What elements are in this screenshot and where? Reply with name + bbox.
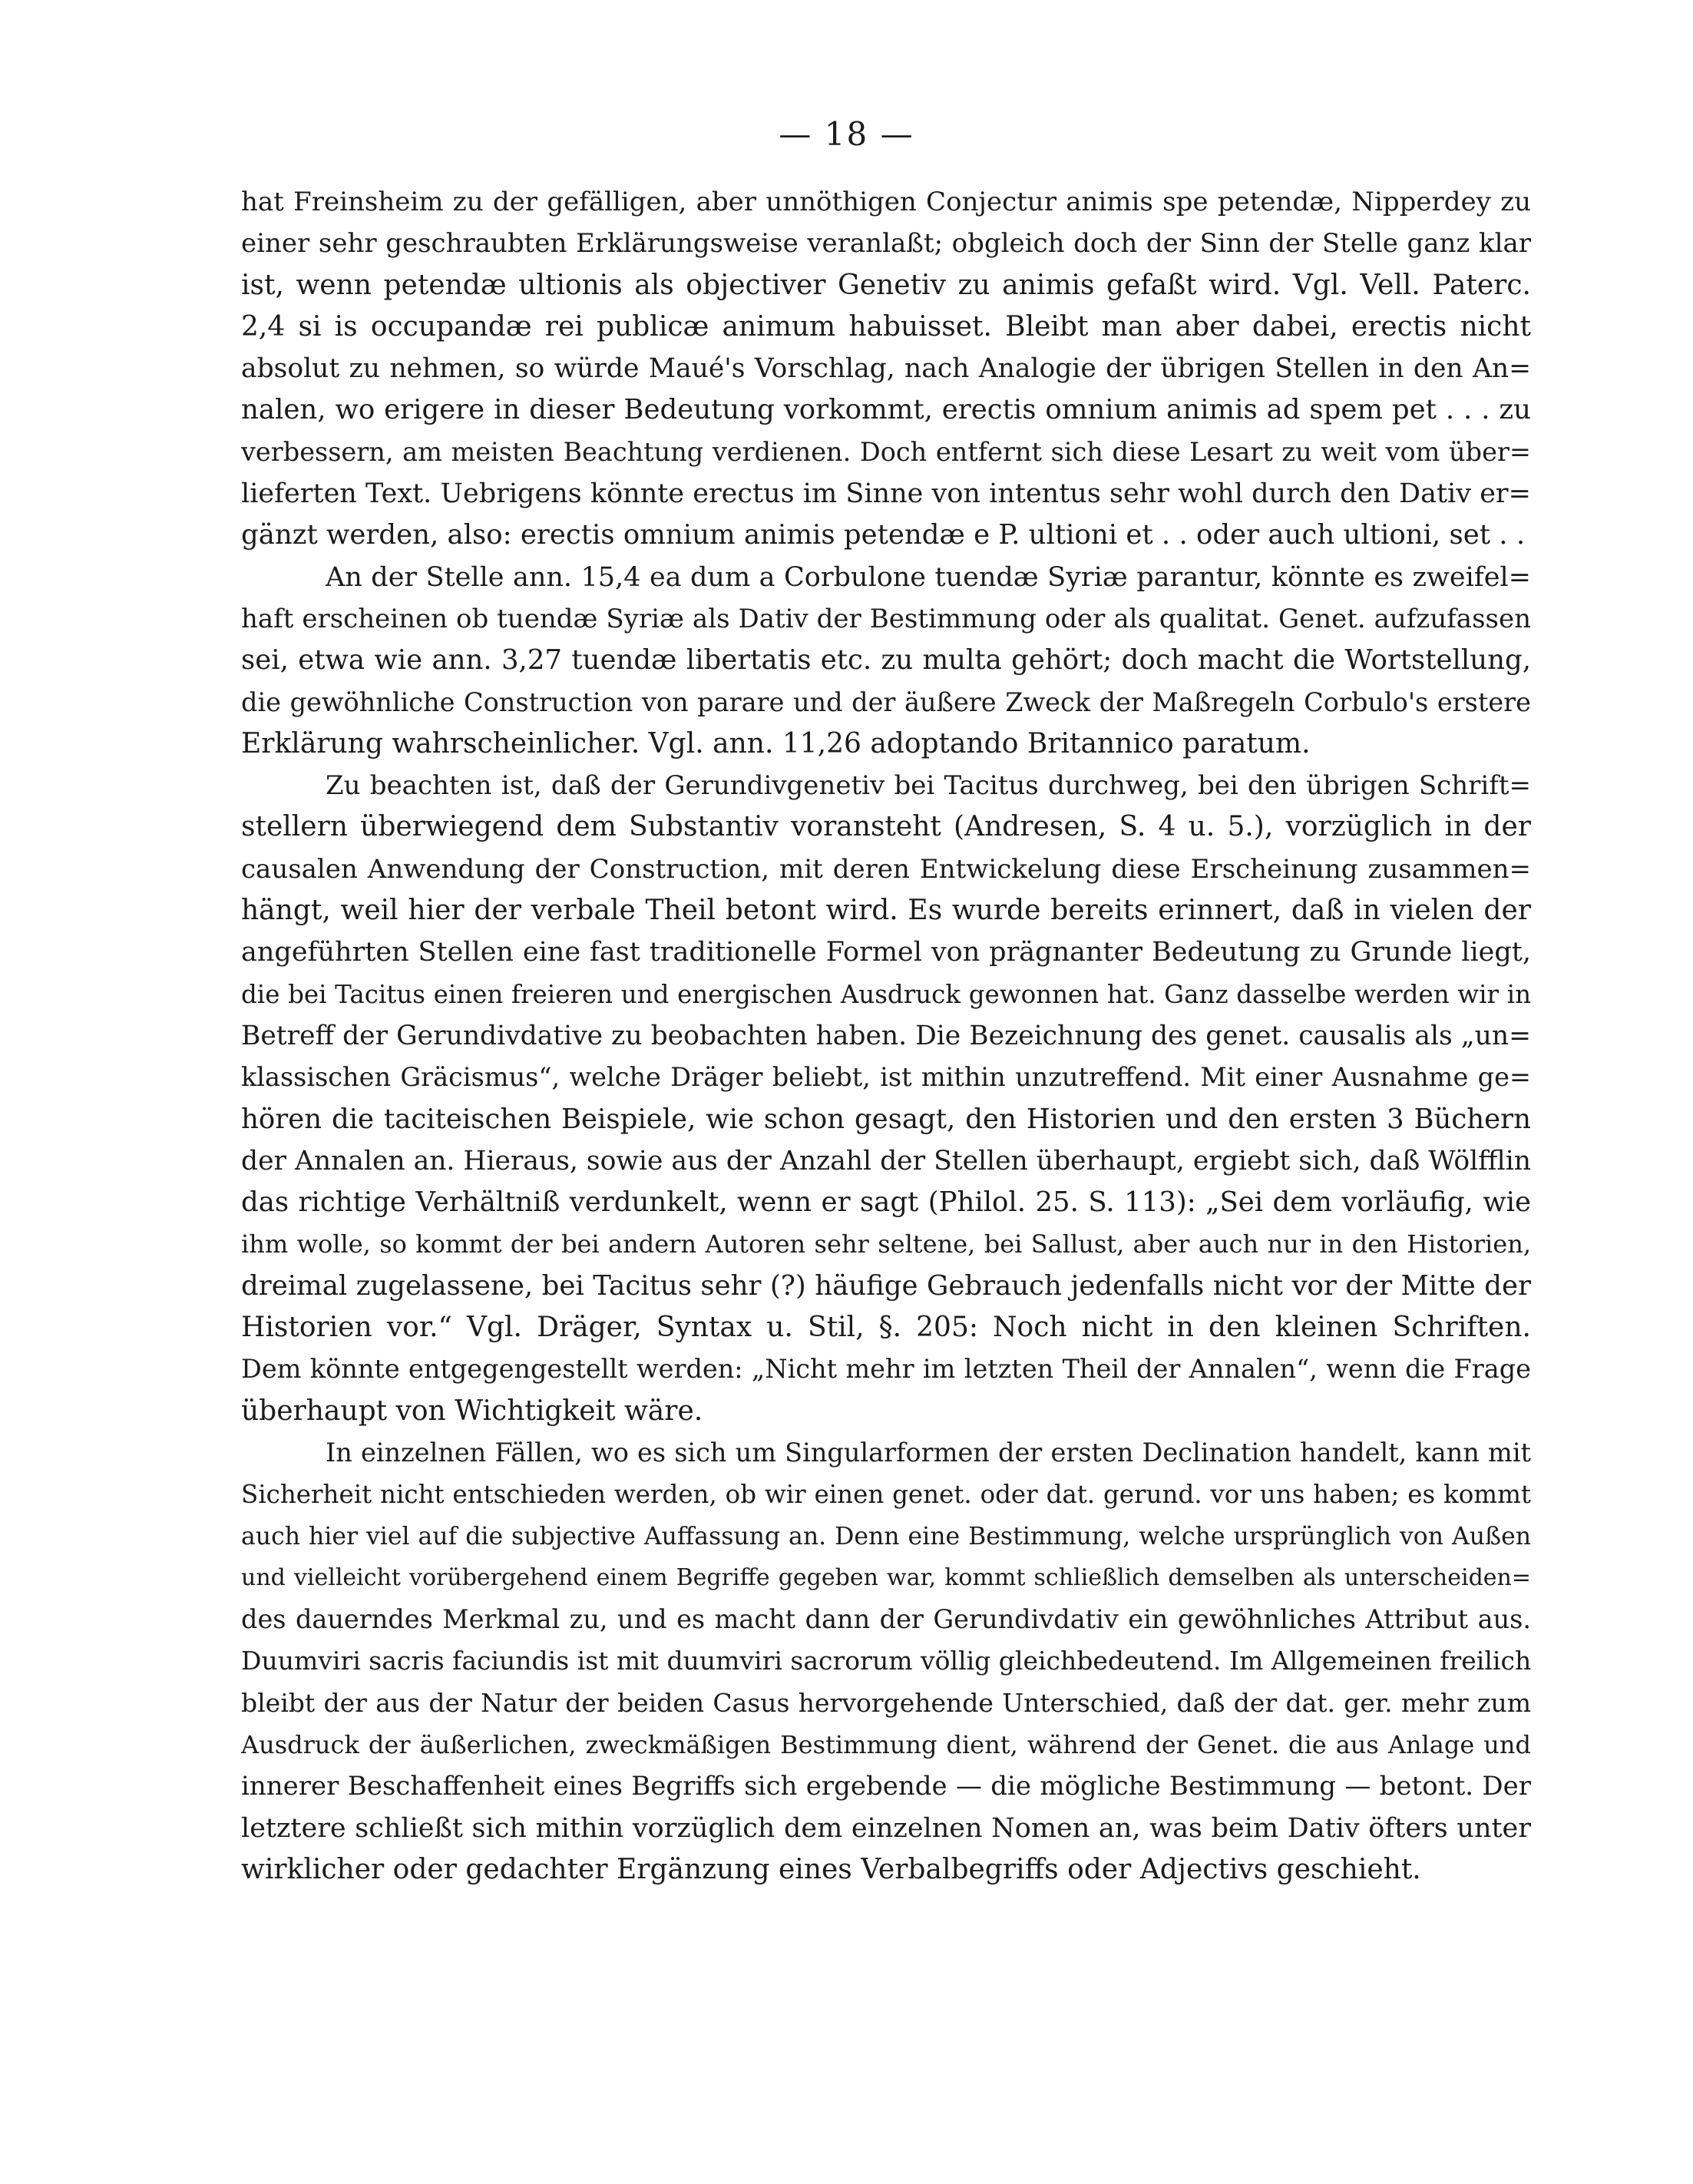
- text-line: angeführten Stellen eine fast traditionelle Formel von prägnanter Bedeutung zu Grunde liegt,: [241, 937, 1531, 968]
- text-line: ihm wolle, so kommt der bei andern Autoren sehr seltene, bei Sallust, aber auch nur in den Historien,: [241, 1229, 1531, 1259]
- page-number: — 18 —: [779, 115, 914, 153]
- text-line: Erklärung wahrscheinlicher. Vgl. ann. 11,26 adoptando Britannico paratum.: [241, 727, 1311, 759]
- text-line: innerer Beschaffenheit eines Begriffs sich ergebende — die mögliche Bestimmung — betont. Der: [241, 1771, 1531, 1802]
- text-line: hören die taciteischen Beispiele, wie schon gesagt, den Historien und den ersten 3 Büchern: [241, 1103, 1531, 1135]
- text-line: Betreff der Gerundivdative zu beobachten haben. Die Bezeichnung des genet. causalis als „un=: [241, 1020, 1531, 1051]
- text-line: überhaupt von Wichtigkeit wäre.: [241, 1395, 703, 1427]
- body-text: [241, 181, 1531, 1891]
- text-line: klassischen Gräcismus“, welche Dräger beliebt, ist mithin unzutreffend. Mit einer Ausnahme ge=: [241, 1062, 1531, 1093]
- text-line: die gewöhnliche Construction von parare und der äußere Zweck der Maßregeln Corbulo's erstere: [241, 687, 1531, 717]
- text-line: wirklicher oder gedachter Ergänzung eines Verbalbegriffs oder Adjectivs geschieht.: [241, 1853, 1421, 1885]
- text-line: causalen Anwendung der Construction, mit deren Entwickelung diese Erscheinung zusammen=: [241, 853, 1531, 885]
- text-line: des dauerndes Merkmal zu, und es macht dann der Gerundivdativ ein gewöhnliches Attribut aus.: [241, 1604, 1531, 1635]
- text-line: das richtige Verhältniß verdunkelt, wenn er sagt (Philol. 25. S. 113): „Sei dem vorläufig, wie: [241, 1186, 1531, 1219]
- text-line: Duumviri sacris faciundis ist mit duumviri sacrorum völlig gleichbedeutend. Im Allgemeinen freilich: [241, 1646, 1531, 1676]
- text-line: letztere schließt sich mithin vorzüglich dem einzelnen Nomen an, was beim Dativ öfters unter: [241, 1812, 1531, 1844]
- text-line: absolut zu nehmen, so würde Maué's Vorschlag, nach Analogie der übrigen Stellen in den An=: [241, 353, 1531, 385]
- text-line: einer sehr geschraubten Erklärungsweise veranlaßt; obgleich doch der Sinn der Stelle ganz klar: [241, 228, 1531, 260]
- text-line: hängt, weil hier der verbale Theil betont wird. Es wurde bereits erinnert, daß in vielen der: [241, 895, 1531, 927]
- text-line: bleibt der aus der Natur der beiden Casus hervorgehende Unterschied, daß der dat. ger. mehr zum: [241, 1687, 1531, 1718]
- text-line: haft erscheinen ob tuendæ Syriæ als Dativ der Bestimmung oder als qualitat. Genet. aufzufassen: [241, 603, 1531, 634]
- text-line: Dem könnte entgegengestellt werden: „Nicht mehr im letzten Theil der Annalen“, wenn die Frage: [241, 1354, 1531, 1385]
- text-line: Sicherheit nicht entschieden werden, ob wir einen genet. oder dat. gerund. vor uns haben; es kommt: [241, 1480, 1531, 1510]
- text-line: stellern überwiegend dem Substantiv voransteht (Andresen, S. 4 u. 5.), vorzüglich in der: [241, 811, 1531, 843]
- text-line: lieferten Text. Uebrigens könnte erectus im Sinne von intentus sehr wohl durch den Dativ er=: [241, 478, 1531, 510]
- text-line: Zu beachten ist, daß der Gerundivgenetiv bei Tacitus durchweg, bei den übrigen Schrift=: [326, 770, 1531, 802]
- text-line: verbessern, am meisten Beachtung verdienen. Doch entfernt sich diese Lesart zu weit vom über=: [241, 436, 1531, 467]
- text-line: An der Stelle ann. 15,4 ea dum a Corbulone tuendæ Syriæ parantur, könnte es zweifel=: [326, 561, 1531, 593]
- text-line: die bei Tacitus einen freieren und energischen Ausdruck gewonnen hat. Ganz dasselbe werden wir in: [241, 979, 1531, 1009]
- text-line: ist, wenn petendæ ultionis als objectiver Genetiv zu animis gefaßt wird. Vgl. Vell. Paterc.: [241, 269, 1531, 301]
- text-line: und vielleicht vorübergehend einem Begriffe gegeben war, kommt schließlich demselben als unterscheiden=: [241, 1564, 1531, 1591]
- text-line: auch hier viel auf die subjective Auffassung an. Denn eine Bestimmung, welche ursprünglich von Außen: [241, 1522, 1531, 1550]
- text-line: nalen, wo erigere in dieser Bedeutung vorkommt, erectis omnium animis ad spem pet . . . zu: [241, 394, 1531, 426]
- text-line: Ausdruck der äußerlichen, zweckmäßigen Bestimmung dient, während der Genet. die aus Anlage und: [241, 1729, 1531, 1759]
- text-line: In einzelnen Fällen, wo es sich um Singularformen der ersten Declination handelt, kann mit: [326, 1437, 1531, 1468]
- text-line: 2,4 si is occupandæ rei publicæ animum habuisset. Bleibt man aber dabei, erectis nicht: [241, 310, 1531, 342]
- text-line: sei, etwa wie ann. 3,27 tuendæ libertatis etc. zu multa gehört; doch macht die Wortstellung,: [241, 644, 1531, 677]
- text-line: gänzt werden, also: erectis omnium animis petendæ e P. ultioni et . . oder auch ultioni, set . .: [241, 519, 1526, 551]
- text-line: hat Freinsheim zu der gefälligen, aber unnöthigen Conjectur animis spe petendæ, Nipperdey zu: [241, 187, 1531, 217]
- text-line: der Annalen an. Hieraus, sowie aus der Anzahl der Stellen überhaupt, ergiebt sich, daß Wölfflin: [241, 1145, 1531, 1176]
- text-line: Historien vor.“ Vgl. Dräger, Syntax u. Stil, §. 205: Noch nicht in den kleinen Schriften.: [241, 1312, 1531, 1344]
- text-line: dreimal zugelassene, bei Tacitus sehr (?) häufige Gebrauch jedenfalls nicht vor der Mitte der: [241, 1269, 1531, 1302]
